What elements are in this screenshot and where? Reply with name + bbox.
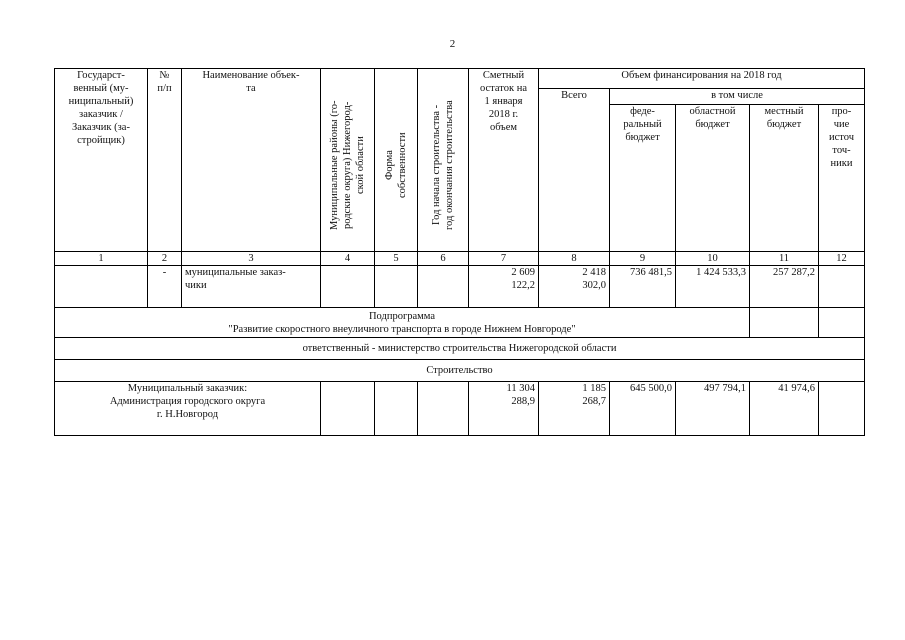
- cell-estimate: 11 304 288,9: [469, 382, 539, 436]
- header-estimate: Сметный остаток на 1 января 2018 г. объем: [469, 69, 539, 252]
- cell-total: 1 185 268,7: [539, 382, 610, 436]
- col-number: 3: [182, 252, 321, 266]
- subprogram-title: [55, 308, 750, 338]
- cell-total: 2 418 302,0: [539, 266, 610, 308]
- col-number: 9: [610, 252, 676, 266]
- header-regional: областной бюджет: [676, 105, 750, 252]
- cell-object-name: муниципальные заказ- чики: [182, 266, 321, 308]
- header-local: местный бюджет: [750, 105, 819, 252]
- cell-estimate: 2 609 122,2: [469, 266, 539, 308]
- header-districts: Муниципальные районы (го- родские округа) Нижегород- ской области: [321, 69, 375, 252]
- col-number: 6: [418, 252, 469, 266]
- construction-row: Строительство: [55, 360, 865, 382]
- header-other: про- чие источ точ- ники: [819, 105, 865, 252]
- table-row: [55, 266, 865, 308]
- cell-federal: 645 500,0: [610, 382, 676, 436]
- cell-municipal-customer: Муниципальный заказчик: Администрация городского округа г. Н.Новгород: [55, 382, 321, 436]
- col-number: 2: [148, 252, 182, 266]
- financing-table: [54, 68, 865, 436]
- header-customer: Государст- венный (му- ниципальный) заказчик / Заказчик (за- стройщик): [55, 69, 148, 252]
- header-federal: феде- ральный бюджет: [610, 105, 676, 252]
- col-number: 4: [321, 252, 375, 266]
- cell-districts: [321, 382, 375, 436]
- cell-ownership: [375, 266, 418, 308]
- cell-regional: 497 794,1: [676, 382, 750, 436]
- header-object-name: Наименование объек- та: [182, 69, 321, 252]
- subprogram-name: "Развитие скоростного внеуличного транспорта в городе Нижнем Новгороде": [228, 323, 576, 335]
- col-number: 7: [469, 252, 539, 266]
- header-years: Год начала строительства - год окончания строительства: [418, 69, 469, 252]
- cell-other: [819, 382, 865, 436]
- page-number: 2: [449, 38, 456, 50]
- col-number: 8: [539, 252, 610, 266]
- header-number: № п/п: [148, 69, 182, 252]
- cell-empty: [819, 308, 865, 338]
- cell-ownership: [375, 382, 418, 436]
- cell-empty: [750, 308, 819, 338]
- header-including: в том числе: [610, 89, 865, 105]
- cell-customer: [55, 266, 148, 308]
- column-numbers-row: [55, 252, 865, 266]
- table-row: [55, 382, 865, 436]
- col-number: 10: [676, 252, 750, 266]
- cell-years: [418, 266, 469, 308]
- cell-number: -: [148, 266, 182, 308]
- cell-other: [819, 266, 865, 308]
- header-funding-title: Объем финансирования на 2018 год: [539, 69, 865, 89]
- col-number: 11: [750, 252, 819, 266]
- cell-years: [418, 382, 469, 436]
- responsible-row: ответственный - министерство строительства Нижегородской области: [55, 338, 865, 360]
- header-ownership: Форма собственности: [375, 69, 418, 252]
- col-number: 5: [375, 252, 418, 266]
- cell-local: 41 974,6: [750, 382, 819, 436]
- col-number: 12: [819, 252, 865, 266]
- cell-local: 257 287,2: [750, 266, 819, 308]
- header-total: Всего: [539, 89, 610, 252]
- col-number: 1: [55, 252, 148, 266]
- cell-federal: 736 481,5: [610, 266, 676, 308]
- cell-districts: [321, 266, 375, 308]
- cell-regional: 1 424 533,3: [676, 266, 750, 308]
- subprogram-label: Подпрограмма: [368, 310, 436, 322]
